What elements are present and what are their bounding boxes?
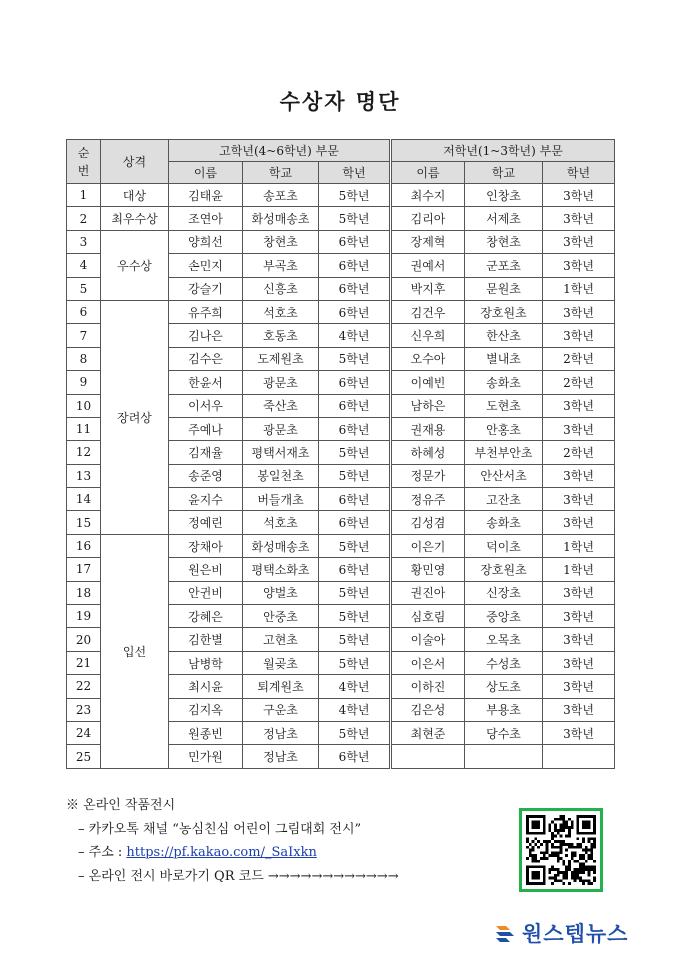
award-cell: 대상 — [101, 184, 169, 207]
row-number: 15 — [67, 511, 101, 534]
upper-school: 죽산초 — [243, 394, 319, 417]
lower-name: 정문가 — [391, 464, 465, 487]
upper-name: 민가원 — [169, 745, 243, 768]
row-number: 8 — [67, 347, 101, 370]
header-no: 순 번 — [67, 140, 101, 184]
lower-name: 오수아 — [391, 347, 465, 370]
upper-school: 호동초 — [243, 324, 319, 347]
upper-grade: 6학년 — [319, 394, 391, 417]
upper-name: 원은비 — [169, 558, 243, 581]
lower-grade: 3학년 — [543, 698, 615, 721]
winners-table — [66, 139, 615, 769]
lower-school: 서제초 — [465, 207, 543, 230]
lower-grade: 3학년 — [543, 254, 615, 277]
lower-grade: 3학년 — [543, 207, 615, 230]
lower-grade: 1학년 — [543, 558, 615, 581]
lower-grade: 3학년 — [543, 230, 615, 253]
upper-grade: 4학년 — [319, 698, 391, 721]
lower-grade: 3학년 — [543, 464, 615, 487]
row-number: 4 — [67, 254, 101, 277]
lower-name: 최수지 — [391, 184, 465, 207]
row-number: 1 — [67, 184, 101, 207]
table-row — [67, 184, 615, 207]
upper-name: 정예린 — [169, 511, 243, 534]
upper-grade: 6학년 — [319, 371, 391, 394]
upper-school: 석호초 — [243, 511, 319, 534]
table-body — [67, 184, 615, 769]
lower-school: 안산서초 — [465, 464, 543, 487]
lower-school: 군포초 — [465, 254, 543, 277]
upper-school: 송포초 — [243, 184, 319, 207]
lower-grade — [543, 745, 615, 768]
lower-school: 안홍초 — [465, 417, 543, 440]
upper-school: 버들개초 — [243, 488, 319, 511]
lower-school: 신장초 — [465, 581, 543, 604]
upper-school: 평택서재초 — [243, 441, 319, 464]
upper-name: 양희선 — [169, 230, 243, 253]
upper-school: 평택소화초 — [243, 558, 319, 581]
upper-grade: 5학년 — [319, 207, 391, 230]
upper-name: 최시윤 — [169, 675, 243, 698]
upper-school: 광문초 — [243, 371, 319, 394]
upper-name: 장채아 — [169, 534, 243, 557]
row-number: 19 — [67, 605, 101, 628]
lower-school: 도현초 — [465, 394, 543, 417]
notes-address-link[interactable]: https://pf.kakao.com/_SaIxkn — [126, 845, 317, 860]
upper-school: 부곡초 — [243, 254, 319, 277]
lower-school: 오목초 — [465, 628, 543, 651]
table-row — [67, 207, 615, 230]
upper-name: 원종빈 — [169, 721, 243, 744]
upper-grade: 5학년 — [319, 464, 391, 487]
lower-grade: 3학년 — [543, 721, 615, 744]
row-number: 22 — [67, 675, 101, 698]
lower-school: 부용초 — [465, 698, 543, 721]
lower-name: 황민영 — [391, 558, 465, 581]
lower-name: 김건우 — [391, 300, 465, 323]
upper-name: 남병학 — [169, 651, 243, 674]
lower-school: 문원초 — [465, 277, 543, 300]
lower-name: 이은기 — [391, 534, 465, 557]
lower-school: 인창초 — [465, 184, 543, 207]
lower-name: 심호림 — [391, 605, 465, 628]
upper-school: 창현초 — [243, 230, 319, 253]
lower-name: 이예빈 — [391, 371, 465, 394]
upper-grade: 5학년 — [319, 628, 391, 651]
upper-school: 신흥초 — [243, 277, 319, 300]
lower-school: 당수초 — [465, 721, 543, 744]
header-upper-grade: 학년 — [319, 162, 391, 184]
upper-grade: 6학년 — [319, 745, 391, 768]
notes-address-label: – 주소 : — [78, 845, 127, 860]
table-header — [67, 140, 615, 184]
lower-grade: 3학년 — [543, 651, 615, 674]
upper-name: 한윤서 — [169, 371, 243, 394]
lower-grade: 2학년 — [543, 441, 615, 464]
lower-school: 고잔초 — [465, 488, 543, 511]
row-number: 25 — [67, 745, 101, 768]
upper-name: 송준영 — [169, 464, 243, 487]
upper-school: 퇴계원초 — [243, 675, 319, 698]
upper-school: 봉일천초 — [243, 464, 319, 487]
upper-name: 김수은 — [169, 347, 243, 370]
row-number: 18 — [67, 581, 101, 604]
lower-name: 권예서 — [391, 254, 465, 277]
row-number: 3 — [67, 230, 101, 253]
upper-grade: 5학년 — [319, 651, 391, 674]
row-number: 24 — [67, 721, 101, 744]
lower-grade: 1학년 — [543, 534, 615, 557]
upper-school: 구운초 — [243, 698, 319, 721]
table-row — [67, 300, 615, 323]
lower-grade: 2학년 — [543, 371, 615, 394]
upper-grade: 4학년 — [319, 675, 391, 698]
upper-grade: 6학년 — [319, 230, 391, 253]
lower-school: 장호원초 — [465, 558, 543, 581]
upper-name: 조연아 — [169, 207, 243, 230]
lower-grade: 3학년 — [543, 417, 615, 440]
row-number: 23 — [67, 698, 101, 721]
lower-grade: 1학년 — [543, 277, 615, 300]
lower-name: 이술아 — [391, 628, 465, 651]
row-number: 2 — [67, 207, 101, 230]
lower-name: 최현준 — [391, 721, 465, 744]
lower-name: 장제혁 — [391, 230, 465, 253]
upper-name: 강혜은 — [169, 605, 243, 628]
lower-school — [465, 745, 543, 768]
upper-grade: 6학년 — [319, 558, 391, 581]
upper-name: 김한별 — [169, 628, 243, 651]
upper-school: 정남초 — [243, 745, 319, 768]
lower-school: 상도초 — [465, 675, 543, 698]
upper-grade: 5학년 — [319, 605, 391, 628]
lower-name — [391, 745, 465, 768]
row-number: 13 — [67, 464, 101, 487]
row-number: 14 — [67, 488, 101, 511]
lower-name: 신우희 — [391, 324, 465, 347]
header-lower-grade: 학년 — [543, 162, 615, 184]
lower-school: 송화초 — [465, 511, 543, 534]
upper-grade: 5학년 — [319, 534, 391, 557]
row-number: 7 — [67, 324, 101, 347]
row-number: 12 — [67, 441, 101, 464]
qr-code-icon — [526, 815, 596, 885]
upper-grade: 5학년 — [319, 581, 391, 604]
upper-name: 손민지 — [169, 254, 243, 277]
lower-school: 수성초 — [465, 651, 543, 674]
award-cell: 최우수상 — [101, 207, 169, 230]
lower-school: 중앙초 — [465, 605, 543, 628]
lower-name: 하혜성 — [391, 441, 465, 464]
lower-name: 박지후 — [391, 277, 465, 300]
upper-school: 고현초 — [243, 628, 319, 651]
header-lower-school: 학교 — [465, 162, 543, 184]
upper-name: 유주희 — [169, 300, 243, 323]
row-number: 6 — [67, 300, 101, 323]
header-upper-school: 학교 — [243, 162, 319, 184]
lower-grade: 3학년 — [543, 581, 615, 604]
notes-kakao-channel: – 카카오톡 채널 “농심친심 어린이 그림대회 전시” — [78, 821, 362, 837]
award-cell: 입선 — [101, 534, 169, 768]
row-number: 20 — [67, 628, 101, 651]
upper-grade: 5학년 — [319, 347, 391, 370]
upper-grade: 6학년 — [319, 300, 391, 323]
upper-name: 주예나 — [169, 417, 243, 440]
lower-school: 한산초 — [465, 324, 543, 347]
upper-name: 김재율 — [169, 441, 243, 464]
lower-name: 이하진 — [391, 675, 465, 698]
upper-grade: 6학년 — [319, 488, 391, 511]
lower-school: 송화초 — [465, 371, 543, 394]
header-award: 상격 — [101, 140, 169, 184]
lower-grade: 3학년 — [543, 300, 615, 323]
upper-school: 광문초 — [243, 417, 319, 440]
notes-heading: ※ 온라인 작품전시 — [66, 798, 176, 813]
upper-school: 화성매송초 — [243, 534, 319, 557]
upper-name: 김지옥 — [169, 698, 243, 721]
lower-grade: 3학년 — [543, 184, 615, 207]
upper-grade: 4학년 — [319, 324, 391, 347]
lower-name: 남하은 — [391, 394, 465, 417]
lower-name: 정유주 — [391, 488, 465, 511]
lower-grade: 3학년 — [543, 605, 615, 628]
upper-grade: 5학년 — [319, 721, 391, 744]
row-number: 17 — [67, 558, 101, 581]
lower-name: 이은서 — [391, 651, 465, 674]
upper-school: 도제원초 — [243, 347, 319, 370]
upper-school: 양벌초 — [243, 581, 319, 604]
lower-grade: 3학년 — [543, 675, 615, 698]
footer-logo-text: 원스텝뉴스 — [522, 922, 629, 946]
qr-code[interactable] — [519, 808, 603, 892]
notes-qr-hint: – 온라인 전시 바로가기 QR 코드 →→→→→→→→→→→→ — [78, 868, 399, 884]
lower-grade: 3학년 — [543, 488, 615, 511]
upper-name: 김나은 — [169, 324, 243, 347]
header-lower-group: 저학년(1~3학년) 부문 — [391, 140, 615, 162]
lower-name: 김은성 — [391, 698, 465, 721]
upper-school: 안중초 — [243, 605, 319, 628]
lower-name: 권진아 — [391, 581, 465, 604]
upper-name: 이서우 — [169, 394, 243, 417]
lower-name: 김리아 — [391, 207, 465, 230]
lower-grade: 2학년 — [543, 347, 615, 370]
lower-grade: 3학년 — [543, 394, 615, 417]
lower-name: 김성겸 — [391, 511, 465, 534]
lower-school: 부천부안초 — [465, 441, 543, 464]
header-upper-group: 고학년(4~6학년) 부문 — [169, 140, 391, 162]
lower-school: 덕이초 — [465, 534, 543, 557]
lower-school: 별내초 — [465, 347, 543, 370]
row-number: 11 — [67, 417, 101, 440]
upper-school: 월곶초 — [243, 651, 319, 674]
upper-name: 안귄비 — [169, 581, 243, 604]
upper-grade: 5학년 — [319, 184, 391, 207]
lower-grade: 3학년 — [543, 628, 615, 651]
table-row — [67, 534, 615, 557]
upper-school: 화성매송초 — [243, 207, 319, 230]
footer-logo — [494, 918, 628, 948]
row-number: 16 — [67, 534, 101, 557]
award-cell: 우수상 — [101, 230, 169, 300]
upper-school: 석호초 — [243, 300, 319, 323]
lower-grade: 3학년 — [543, 511, 615, 534]
upper-name: 강슬기 — [169, 277, 243, 300]
upper-grade: 5학년 — [319, 441, 391, 464]
upper-name: 김태윤 — [169, 184, 243, 207]
upper-grade: 6학년 — [319, 254, 391, 277]
lower-school: 장호원초 — [465, 300, 543, 323]
header-lower-name: 이름 — [391, 162, 465, 184]
table-row — [67, 230, 615, 253]
row-number: 5 — [67, 277, 101, 300]
upper-name: 윤지수 — [169, 488, 243, 511]
upper-school: 정남초 — [243, 721, 319, 744]
lower-school: 창현초 — [465, 230, 543, 253]
lower-grade: 3학년 — [543, 324, 615, 347]
row-number: 10 — [67, 394, 101, 417]
lower-name: 권재용 — [391, 417, 465, 440]
onestep-arrows-icon — [494, 922, 520, 944]
page-title: 수상자 명단 — [279, 90, 401, 114]
upper-grade: 6학년 — [319, 511, 391, 534]
header-upper-name: 이름 — [169, 162, 243, 184]
upper-grade: 6학년 — [319, 417, 391, 440]
row-number: 9 — [67, 371, 101, 394]
notes-section — [66, 794, 399, 888]
upper-grade: 6학년 — [319, 277, 391, 300]
row-number: 21 — [67, 651, 101, 674]
notes-address — [66, 841, 399, 865]
award-cell: 장려상 — [101, 300, 169, 534]
